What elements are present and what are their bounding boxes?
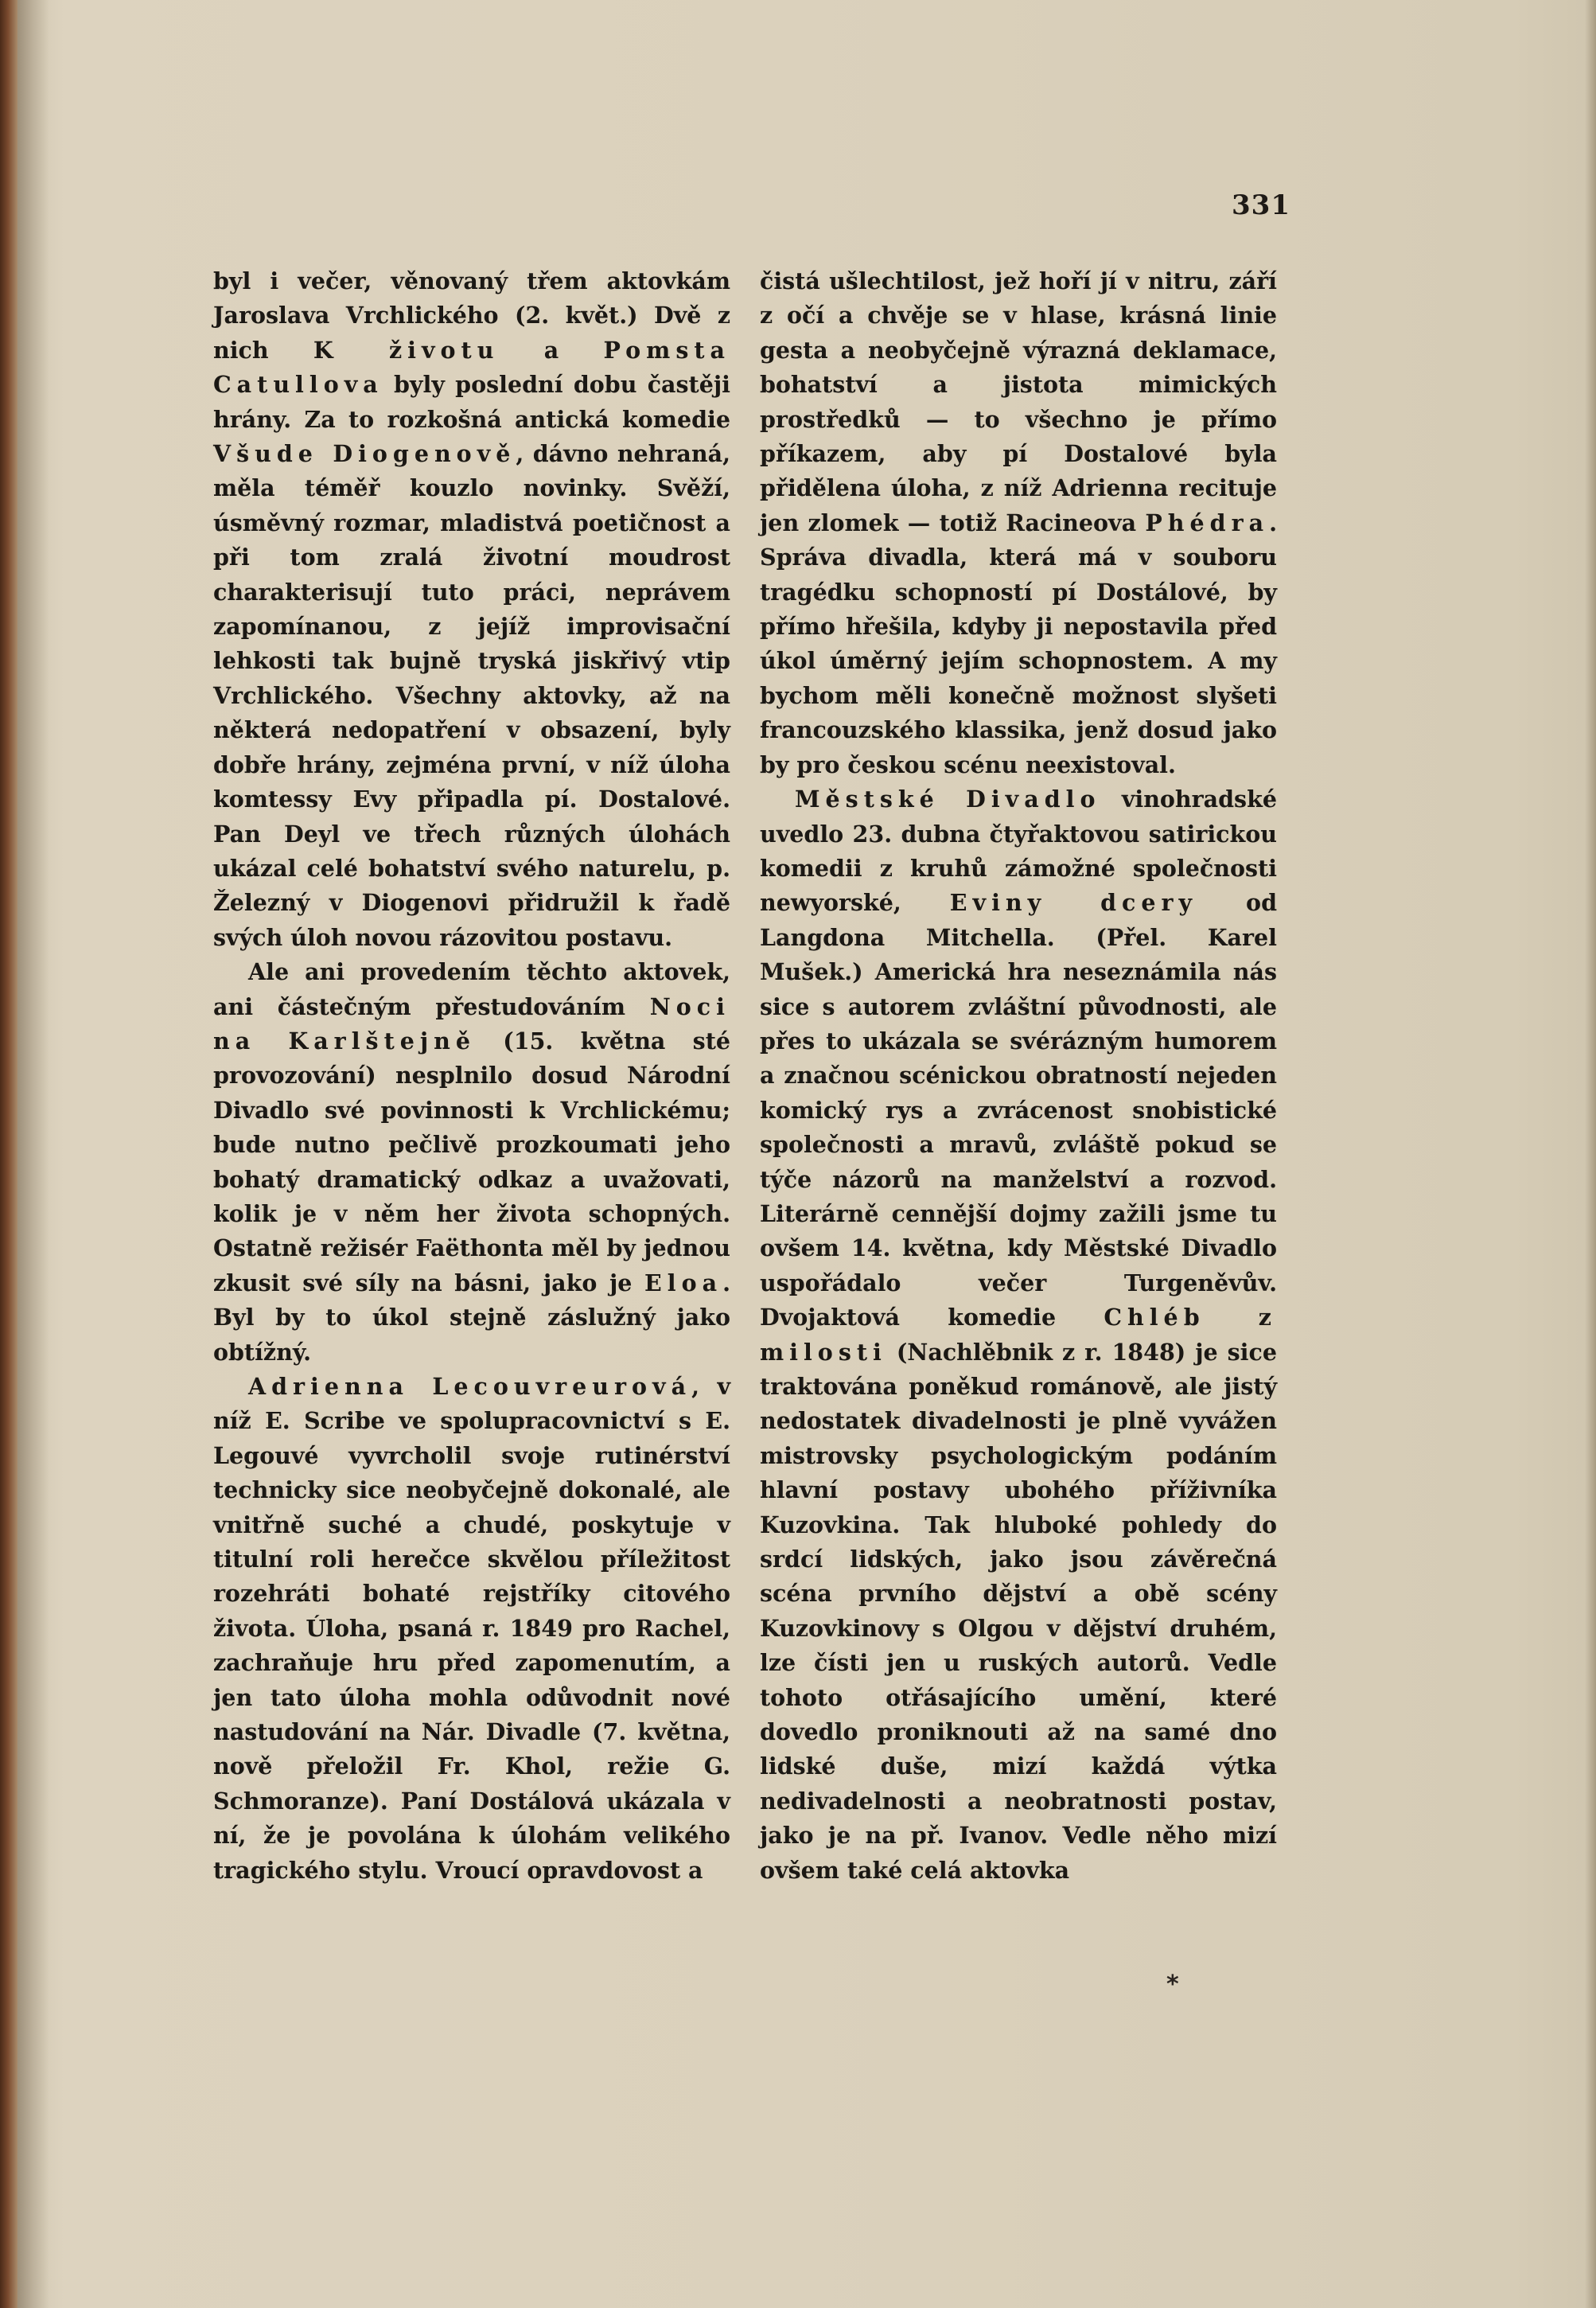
book-binding	[0, 0, 18, 2308]
text: od Langdona Mitchella. (Přel. Karel Mušek.) Americká hra neseznámila nás sice s autorem zvláštní původnosti, ale přes to ukázala se svérázným humorem a značnou scénickou obratností nejeden komický rys a zvrácenost snobistické společnosti a mravů, zvláště pokud se týče názorů na manželství a rozvod. Literárně cennější dojmy zažili jsme tu ovšem 14. května, kdy Městské Divadlo uspořádalo večer Turgeněvův. Dvojaktová komedie	[760, 889, 1277, 1331]
text: . Správa divadla, která má v souboru tragédku schopností pí Dostálové, by přímo hřešila, kdyby ji nepostavila před úkol úměrný jejím schopnostem. A my bychom měli konečně možnost slyšeti francouzského klassika, jenž dosud jako by pro českou scénu neexistoval.	[760, 509, 1277, 778]
signature-mark: *	[1166, 1971, 1179, 1998]
text: byl i večer, věnovaný třem aktovkám Jaroslava Vrchlického (2. květ.) Dvě z nich	[213, 267, 730, 364]
text: byly poslední dobu častěji hrány. Za to rozkošná antická komedie	[213, 371, 730, 433]
title-eloa: Eloa	[644, 1269, 723, 1296]
text: vinohradské uvedlo 23. dubna čtyřaktovou satirickou komedii z kruhů zámožné společnosti newyorské,	[760, 786, 1277, 917]
text: , v níž E. Scribe ve spolupracovnictví s E. Legouvé vyvrcholil svoje rutinérství technicky sice neobyčejně dokonalé, ale vnitřně suché a chudé, poskytuje v titulní roli herečce skvělou příležitost rozehráti bohaté rejstříky citového života. Úloha, psaná r. 1849 pro Rachel, zachraňuje hru před zapomenutím, a jen tato úloha mohla odůvodnit nové nastudování na Nár. Divadle (7. května, nově přeložil Fr. Khol, režie G. Schmoranze). Paní Dostálová ukázala v ní, že je povolána k úlohám velikého tragického stylu. Vroucí opravdovost a	[213, 1373, 730, 1884]
title-noc-na-karlstejne: Noci na Karlštejně	[213, 992, 730, 1055]
paragraph	[760, 264, 1277, 782]
text: (Nachlěbnik z r. 1848) je sice traktována poněkud románově, ale jistý nedostatek divadelnosti je plně vyvážen mistrovsky psychologickým podáním hlavní postavy ubohého příživníka Kuzovkina. Tak hluboké pohledy do srdcí lidských, jako jsou závěrečná scéna prvního dějství a obě scény Kuzovkinovy s Olgou v dějství druhém, lze čísti jen u ruských autorů. Vedle tohoto otřásajícího umění, které dovedlo proniknouti až na samé dno lidské duše, mizí každá výtka nedivadelnosti a neobratnosti postav, jako je na př. Ivanov. Vedle něho mizí ovšem také celá aktovka	[760, 1338, 1277, 1884]
title-eviny-dcery: Eviny dcery	[949, 889, 1198, 917]
paragraph	[213, 955, 730, 1370]
title-k-zivotu: K životu	[313, 336, 500, 364]
title-chleb-z-milosti: Chléb z milosti	[760, 1304, 1277, 1366]
page-edge	[1585, 0, 1596, 2308]
text: a	[499, 336, 604, 364]
paragraph	[760, 782, 1277, 1888]
theatre-mestske-divadlo: Městské Divadlo	[795, 786, 1101, 813]
text: , dávno nehraná, měla téměř kouzlo novinky. Svěží, úsměvný rozmar, mladistvá poetičnost a při tom zralá životní moudrost charakterisují tuto práci, neprávem zapomínanou, z jejíž improvisační lehkosti tak bujně tryská jiskřivý vtip Vrchlického. Všechny aktovky, až na některá nedopatření v obsazení, byly dobře hrány, zejména první, v níž úloha komtessy Evy připadla pí. Dostalové. Pan Deyl ve třech různých úlohách ukázal celé bohatství svého naturelu, p. Železný v Diogenovi přidružil k řadě svých úloh novou rázovitou postavu.	[213, 440, 730, 951]
right-column	[760, 264, 1277, 1888]
left-column	[213, 264, 730, 1888]
title-adrienna-lecouvreurova: Adrienna Lecouvreurová	[248, 1373, 692, 1400]
text: čistá ušlechtilost, jež hoří jí v nitru, září z očí a chvěje se v hlase, krásná linie gesta a neobyčejně výrazná deklamace, bohatství a jistota mimických prostředků — to všechno je přímo příkazem, aby pí Dostalové byla přidělena úloha, z níž Adrienna recituje jen zlomek — totiž Racineova	[760, 267, 1277, 536]
text: . Byl by to úkol stejně záslužný jako obtížný.	[213, 1269, 730, 1366]
text: (15. května sté provozování) nesplnilo dosud Národní Divadlo své povinnosti k Vrchlickému; bude nutno pečlivě prozkoumati jeho bohatý dramatický odkaz a uvažovati, kolik je v něm her života schopných. Ostatně režisér Faëthonta měl by jednou zkusit své síly na básni, jako je	[213, 1027, 730, 1296]
paragraph	[213, 264, 730, 955]
title-pomsta-catullova: Pomsta Catullova	[213, 336, 731, 399]
page-number: 331	[1232, 189, 1290, 221]
text: Ale ani provedením těchto aktovek, ani částečným přestudováním	[213, 958, 730, 1020]
paragraph	[213, 1370, 730, 1888]
title-vsude-diogenove: Všude Diogenově	[213, 440, 516, 468]
binding-shadow	[18, 0, 49, 2308]
title-phedra: Phédra	[1145, 509, 1270, 536]
